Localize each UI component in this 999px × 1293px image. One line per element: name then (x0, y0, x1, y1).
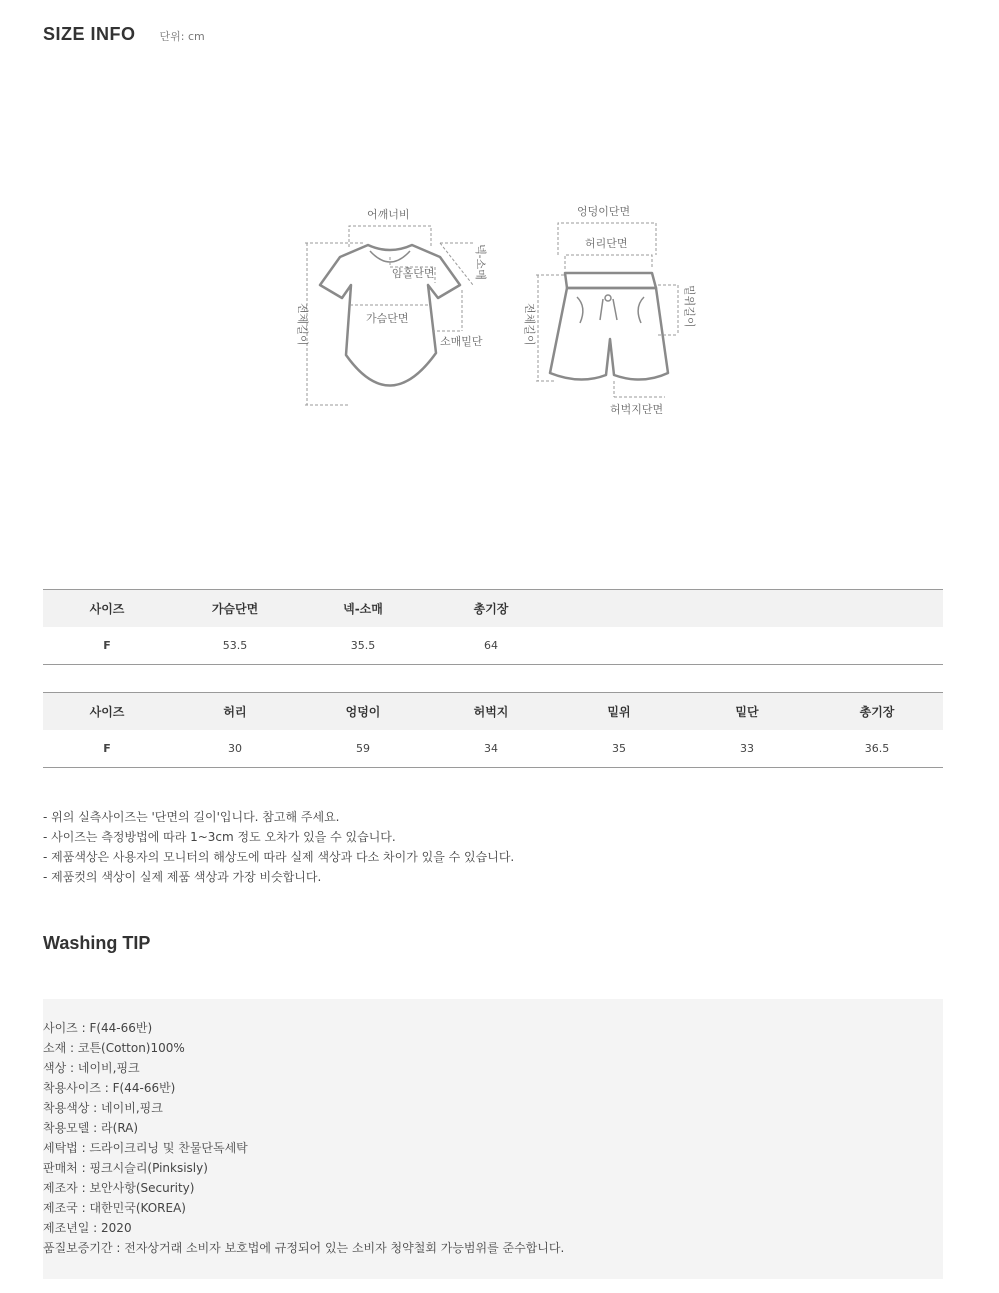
product-spec-box (43, 999, 943, 1279)
shirt-neck-sleeve-label: 넥-소매 (474, 244, 487, 280)
col-header: 총기장 (427, 590, 555, 628)
cell-value: 34 (484, 742, 498, 755)
col-header (555, 590, 683, 628)
spec-item: 품질보증기간 : 전자상거래 소비자 보호법에 규정되어 있는 소비자 청약철회 가능범위를 준수합니다. (43, 1241, 565, 1255)
spec-item: 색상 : 네이비,핑크 (43, 1061, 140, 1075)
col-header: 사이즈 (43, 590, 171, 628)
note-item: - 사이즈는 측정방법에 따라 1~3cm 정도 오차가 있을 수 있습니다. (43, 830, 396, 844)
shirt-chest-label: 가슴단면 (366, 312, 409, 325)
spec-item: 착용색상 : 네이비,핑크 (43, 1101, 163, 1115)
spec-item: 판매처 : 핑크시슬리(Pinksisly) (43, 1161, 208, 1175)
shirt-armhole-label: 암홀단면 (392, 267, 435, 280)
washing-tip-title: Washing TIP (43, 933, 151, 953)
col-header: 넥-소매 (299, 590, 427, 628)
col-header: 허벅지 (427, 693, 555, 731)
section-title: SIZE INFO (43, 24, 136, 44)
size-info-header (43, 24, 205, 45)
col-header (811, 590, 943, 628)
size-notes (43, 807, 514, 887)
shorts-thigh-label: 허벅지단면 (610, 403, 664, 416)
shorts-total-length-label: 전체길이 (523, 303, 536, 346)
cell-value: 53.5 (222, 639, 248, 652)
col-header: 엉덩이 (299, 693, 427, 731)
table-row (43, 627, 943, 665)
spec-item: 제조국 : 대한민국(KOREA) (43, 1201, 186, 1215)
col-header: 밑위 (555, 693, 683, 731)
shorts-waist-label: 허리단면 (585, 237, 628, 250)
col-header: 총기장 (811, 693, 943, 731)
cell-value: 33 (740, 742, 754, 755)
spec-item: 소재 : 코튼(Cotton)100% (43, 1041, 185, 1055)
col-header: 가슴단면 (171, 590, 299, 628)
size-diagram (280, 195, 720, 430)
cell-size: F (103, 639, 111, 652)
cell-value: 35 (612, 742, 626, 755)
shirt-shoulder-label: 어깨너비 (367, 208, 410, 221)
cell-value: 64 (484, 639, 498, 652)
spec-item: 제조년일 : 2020 (43, 1221, 132, 1235)
shorts-illustration (550, 273, 668, 380)
note-item: - 위의 실측사이즈는 '단면의 길이'입니다. 참고해 주세요. (43, 810, 340, 824)
spec-item: 사이즈 : F(44-66반) (43, 1021, 153, 1035)
shirt-sleeve-hem-label: 소매밑단 (440, 335, 483, 348)
cell-value: 35.5 (350, 639, 376, 652)
col-header (683, 590, 811, 628)
col-header: 사이즈 (43, 693, 171, 731)
spec-item: 제조자 : 보안사항(Security) (43, 1181, 195, 1195)
spec-item: 세탁법 : 드라이크리닝 및 찬물단독세탁 (43, 1141, 248, 1155)
table-header-row (43, 693, 943, 731)
note-item: - 제품컷의 색상이 실제 제품 색상과 가장 비슷합니다. (43, 870, 322, 884)
cell-value: 59 (356, 742, 370, 755)
cell-value: 30 (228, 742, 242, 755)
cell-size: F (103, 742, 111, 755)
top-size-table (43, 589, 943, 665)
shorts-hip-label: 엉덩이단면 (577, 205, 631, 218)
cell-value (555, 627, 683, 665)
shorts-rise-label: 밑위길이 (683, 285, 696, 328)
note-item: - 제품색상은 사용자의 모니터의 해상도에 따라 실제 색상과 다소 차이가 있을 수 있습니다. (43, 850, 515, 864)
col-header: 밑단 (683, 693, 811, 731)
spec-item: 착용사이즈 : F(44-66반) (43, 1081, 176, 1095)
spec-item: 착용모델 : 라(RA) (43, 1121, 139, 1135)
cell-value (683, 627, 811, 665)
cell-value (811, 627, 943, 665)
shirt-total-length-label: 전체길이 (296, 303, 309, 346)
table-header-row (43, 590, 943, 628)
bottom-size-table (43, 692, 943, 768)
unit-label: 단위: cm (159, 30, 205, 43)
table-row (43, 730, 943, 768)
col-header: 허리 (171, 693, 299, 731)
cell-value: 36.5 (864, 742, 890, 755)
